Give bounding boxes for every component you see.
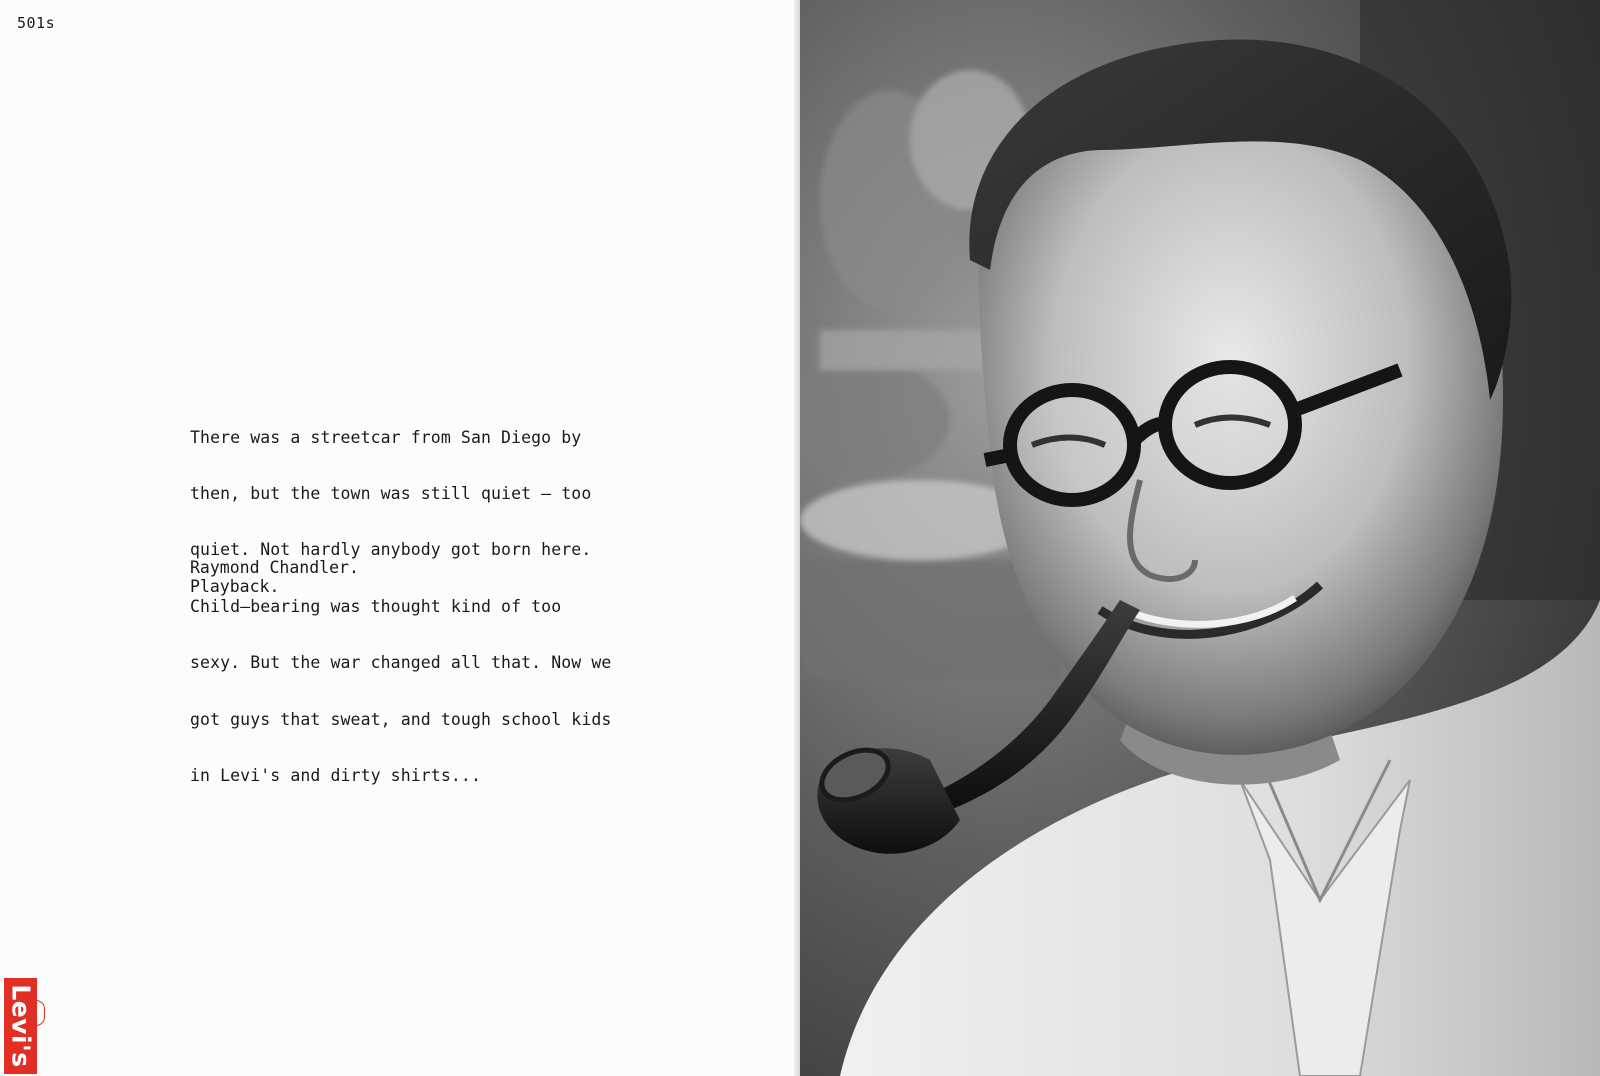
attribution	[190, 558, 359, 596]
levis-logo	[4, 978, 37, 1074]
attribution-author: Raymond Chandler.	[190, 558, 359, 577]
portrait-photo	[800, 0, 1600, 1076]
registered-mark-icon	[36, 1000, 45, 1026]
page-tag: 501s	[17, 14, 56, 32]
quote-line: Child–bearing was thought kind of too	[190, 596, 562, 616]
quote-line: in Levi's and dirty shirts...	[190, 765, 481, 785]
quote-line: sexy. But the war changed all that. Now we	[190, 653, 612, 673]
attribution-work: Playback.	[190, 577, 280, 596]
quote-line: got guys that sweat, and tough school kids	[190, 709, 612, 729]
quote-text	[190, 391, 690, 823]
quote-line: quiet. Not hardly anybody got born here.	[190, 540, 592, 560]
glasses-lens-right	[1172, 374, 1288, 476]
quote-line: then, but the town was still quiet – too	[190, 483, 592, 503]
levis-logo-text: Levi's	[6, 984, 35, 1068]
quote-line: There was a streetcar from San Diego by	[190, 427, 582, 447]
portrait-illustration	[800, 0, 1600, 1076]
left-page	[0, 0, 798, 1076]
